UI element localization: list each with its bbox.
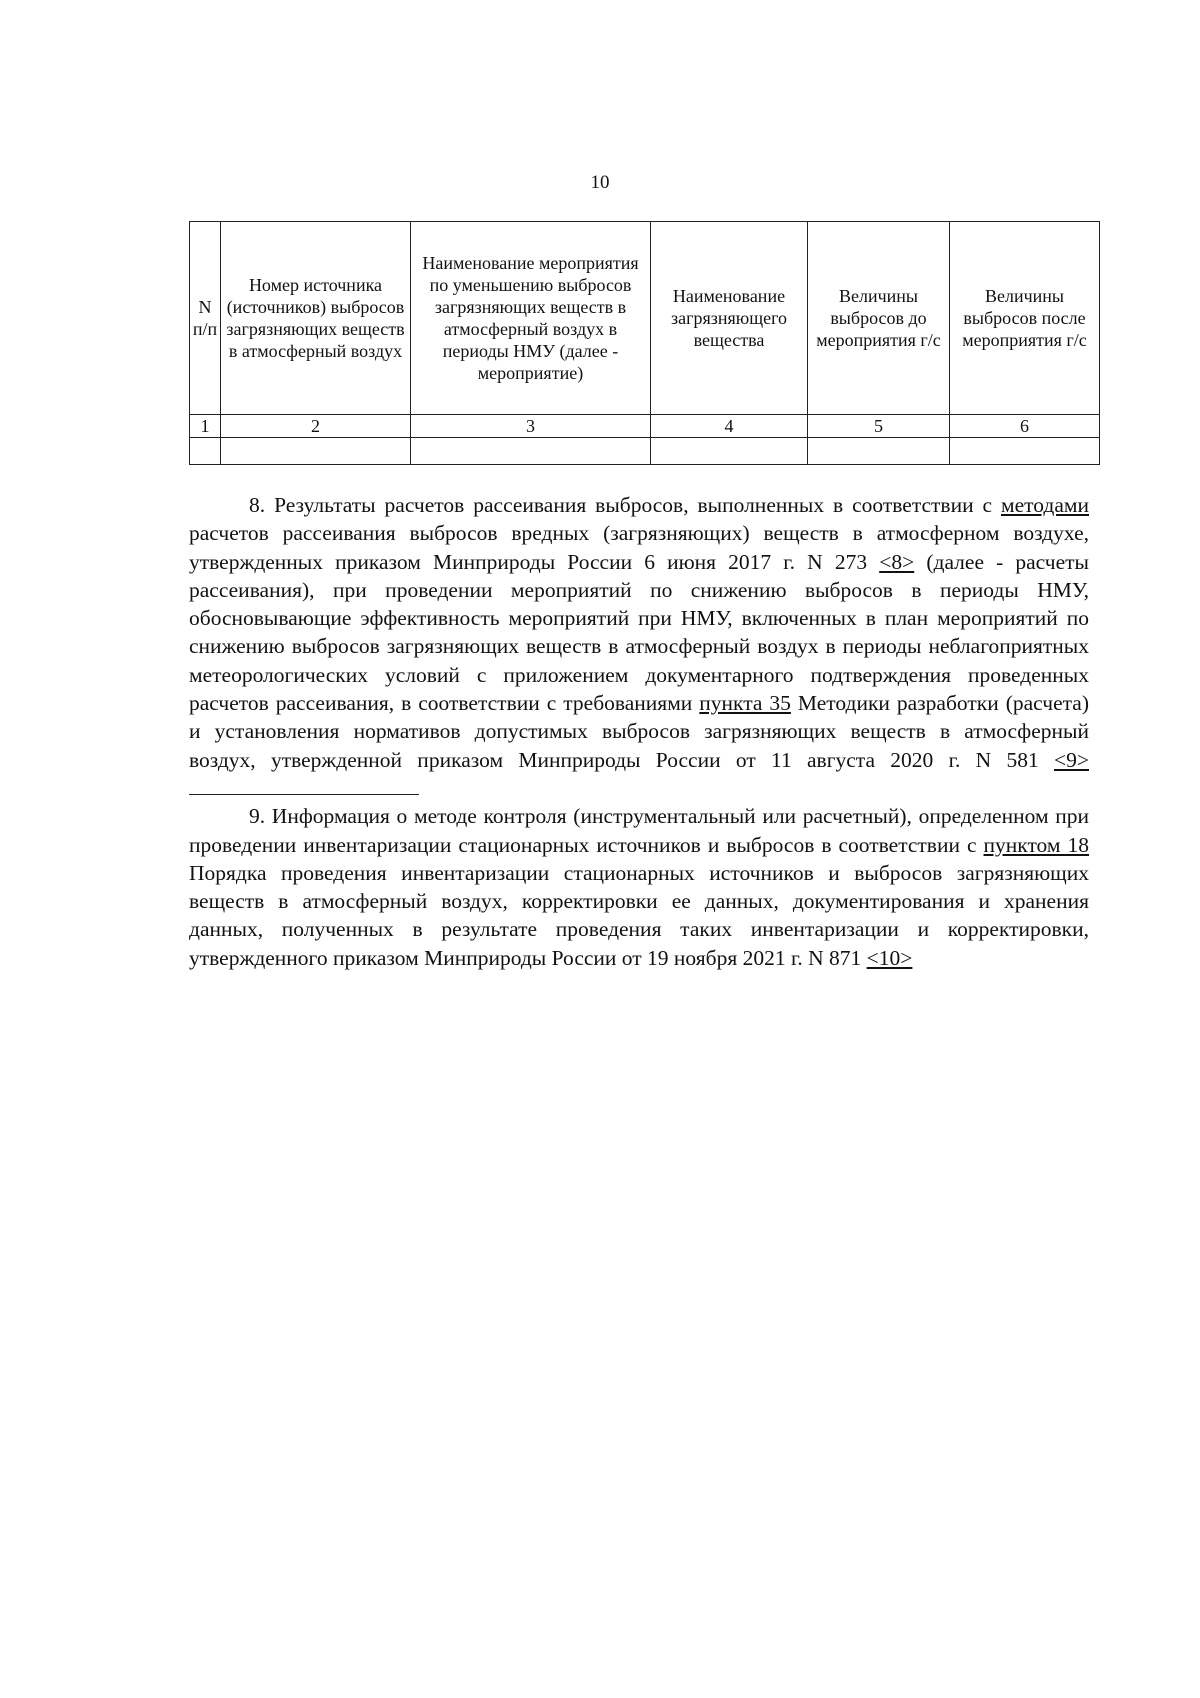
column-number-cell: 5 [808,415,950,438]
document-body [189,491,1089,972]
header-cell-substance: Наименование загрязняющего вещества [651,222,808,415]
paragraph-8-text: (далее - расчеты рассеивания), при проведении мероприятий по снижению выбросов в периоды НМУ, обосновывающие эффективность мероприятий при НМУ, включенных в план мероприятий по снижению выбросов загрязняющих веществ в атмосферный воздух в периоды неблагоприятных метеорологических условий с приложением документарного подтверждения проведенных расчетов рассеивания, в соответствии с требованиями [189,549,1089,716]
fill-in-blank-line [189,776,419,795]
table-cell [411,438,651,465]
column-number-cell: 6 [950,415,1100,438]
footnote-10-link[interactable]: <10> [866,945,913,970]
table-cell [950,438,1100,465]
column-number-cell: 2 [221,415,411,438]
table-cell [651,438,808,465]
table-cell [190,438,221,465]
column-number-cell: 4 [651,415,808,438]
paragraph-9 [189,802,1089,972]
footnote-8-link[interactable]: <8> [879,549,915,574]
column-number-row [190,415,1100,438]
item-18-link[interactable]: пунктом 18 [983,832,1089,857]
paragraph-8-text: расчетов рассеивания выбросов вредных (загрязняющих) веществ в атмосферном воздухе, утвержденных приказом Минприроды России 6 июня 2017 г. N 273 [189,521,1089,574]
paragraph-8 [189,491,1089,802]
header-cell-emissions-before: Величины выбросов до мероприятия г/с [808,222,950,415]
header-cell-number: N п/п [190,222,221,415]
table-header-row [190,222,1100,415]
item-35-link[interactable]: пункта 35 [699,691,791,716]
header-cell-measure: Наименование мероприятия по уменьшению выбросов загрязняющих веществ в атмосферный воздух в периоды НМУ (далее - мероприятие) [411,222,651,415]
paragraph-8-text: 8. Результаты расчетов рассеивания выбросов, выполненных в соответствии с [249,493,1002,517]
paragraph-9-text: 9. Информация о методе контроля (инструментальный или расчетный), определенном при проведении инвентаризации стационарных источников и выбросов в соответствии с [189,804,1089,857]
column-number-cell: 3 [411,415,651,438]
header-cell-emissions-after: Величины выбросов после мероприятия г/с [950,222,1100,415]
page-number: 10 [590,172,610,193]
table-cell [221,438,411,465]
paragraph-9-text: Порядка проведения инвентаризации стационарных источников и выбросов загрязняющих веществ в атмосферный воздух, корректировки ее данных, документирования и хранения данных, полученных в результате проведения таких инвентаризации и корректировки, утвержденного приказом Минприроды России от 19 ноября 2021 г. N 871 [189,860,1089,970]
methods-link[interactable]: методами [1001,493,1089,517]
table-row [190,438,1100,465]
measures-table [189,221,1100,465]
paragraph-8-text: Методики разработки (расчета) и установления нормативов допустимых выбросов загрязняющих веществ в атмосферный воздух, утвержденной приказом Минприроды России от 11 августа 2020 г. N 581 [189,691,1089,772]
footnote-9-link[interactable]: <9> [1053,747,1089,772]
column-number-cell: 1 [190,415,221,438]
header-cell-source: Номер источника (источников) выбросов загрязняющих веществ в атмосферный воздух [221,222,411,415]
table-cell [808,438,950,465]
